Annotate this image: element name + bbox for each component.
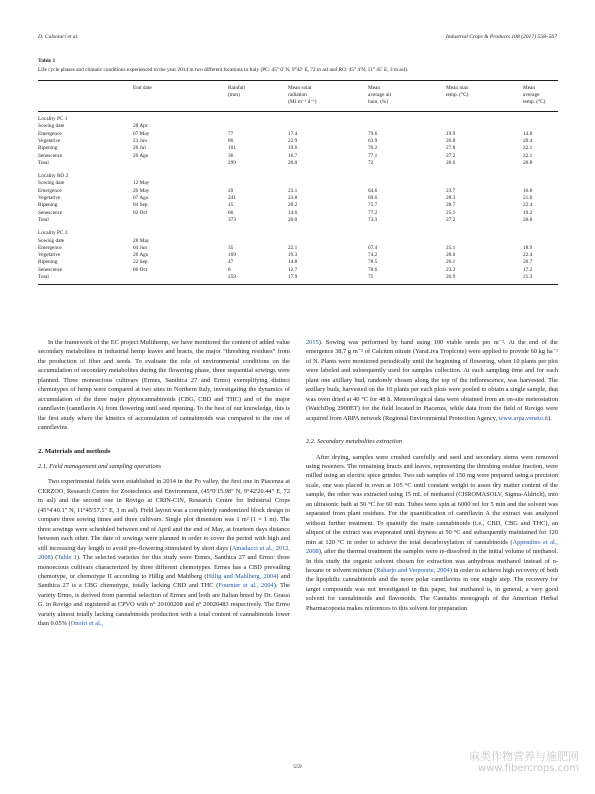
table-cell: 77	[228, 130, 234, 137]
ref-link[interactable]: Appendino et al., 2008	[306, 538, 558, 556]
table-cell: 79.6	[368, 130, 378, 137]
table-cell: 64.6	[368, 187, 378, 194]
table-cell: 69.6	[368, 195, 378, 201]
table-header-cell: End date	[133, 85, 152, 91]
table-row-label: Ripening	[38, 259, 58, 266]
table-row-label: Ripening	[38, 202, 58, 209]
table-cell: 14.8	[523, 130, 533, 137]
table-row-label: Emergence	[38, 130, 62, 137]
table-cell: 8	[228, 266, 231, 273]
table-cell: 16.8	[523, 187, 533, 194]
table-cell: 241	[228, 195, 236, 201]
table-row-label: Emergence	[38, 244, 62, 251]
ref-link[interactable]: 2015	[306, 339, 319, 346]
table-cell: 28.3	[446, 195, 456, 201]
ref-link[interactable]: Raharjo and Verpoorte, 2004	[376, 566, 450, 574]
table-cell: 23.2	[446, 266, 456, 273]
table-row-label: Total	[38, 216, 49, 223]
table-header-cell: (mm)	[228, 92, 240, 98]
table-cell: 74.2	[368, 252, 378, 259]
table-cell: 22.9	[288, 137, 298, 144]
table-cell: 14.8	[288, 259, 298, 266]
table-cell: 22 Sep	[133, 259, 148, 266]
table-cell: 16.7	[288, 152, 298, 159]
table-header-cell: radiation	[288, 92, 307, 98]
field-paragraph: Two experimental fields were established in 2014 in the Po valley, the first one in Piacenza at CERZOO, Research Centre for Zootechnics and Environment, (45°0′15.98″ N, 9°42′20.44″ E, 72 m asl) and the second one in Rovigo at CRIN-CIN, Research Centre for Industrial Crops (45°4′40.1″ N, 11°45′57.1″ E, 3 m asl). Field layout was a completely randomized block design to compare three sowing times and three cultivars. Single plot dimension was 1 m² (1 × 1 m). The three sowings were scheduled between end of April and the end of May, at fourteen days distance between each other. The date of sowings were planned in order to cover the period with high and still increasing day length to avoid pre-flowering stimulated by short days (Amaducci et al., 2012, 2008) (Table 1). The selected varieties for this study were Ermes, Santhica 27 and Ermo: three monoecious cultivars characterized by three different chemotypes. Ermes has a CBD prevailing chemotype, or chemotype II according to Hillig and Mahlberg (Hillig and Mahlberg, 2004) and Santhica 27 is a CBG chemotype, totally lacking CBD and THC (Fournier et al., 2004). The variety Ermo, is derived from parental selection of Ermes and both are Italian breed by Dr. Grassi G. in Rovigo and registered at CPVO with n° 20100208 and n° 20020483 respectively. The Ermo variety almost totally lacking cannabinoids production with a total content of cannabinoids lower than 0.05% (Onofri et al.,	[38, 478, 291, 628]
table-bottom-rule	[38, 284, 558, 285]
table-cell: 26 Ago	[133, 152, 149, 159]
table-row-label: Sowing date	[38, 237, 65, 244]
table-row-label: Total	[38, 159, 49, 166]
table-cell: 23 Jun	[133, 137, 147, 144]
ref-link[interactable]: Onofri et al.,	[70, 620, 104, 628]
table-cell: 25.1	[446, 244, 456, 251]
table-header-cell: Rainfall	[228, 85, 246, 91]
table-cell: 22.1	[523, 145, 533, 152]
table-cell: 20.0	[288, 159, 298, 166]
table-cell: 86	[228, 137, 234, 144]
table-row-label: Senescence	[38, 209, 63, 216]
table-cell: 259	[228, 274, 236, 280]
table-cell: 23.7	[446, 187, 456, 194]
table-header-cell: average air	[368, 92, 392, 98]
table-cell: 22.1	[288, 244, 298, 251]
table-cell: 23.8	[288, 195, 298, 201]
ref-link[interactable]: Fournier et al., 2004	[218, 582, 274, 590]
extraction-paragraph: After drying, samples were crushed carefully and seed and secondary stems were removed using tweezers. The remaining bracts and leaves, representing the threshing residue fraction, were milled using an electric spice grinder. Two sub samples of 150 mg were prepared using a precision scale, one was placed in oven at 105 °C until constant weight to asses dry matter content of the sample, the other was extracted using 15 mL of methanol (CHROMASOLV, Sigma-Aldrich), into an ultrasonic bath at 50 °C for 60 min. Tubes were spin at 6000 ref for 5 min and the solvent was separated from plant residues. For the quantification of cannflavin A the extract was analyzed without further treatment. To quantify the main cannabinoids (i.e., CBD, CBG and THC), an aliquot of the extract was evaporated until dryness at 50 °C and subsequently maintained for 120 min at 120 °C in order to achieve the total decarboxylation of cannabinoids (Appendino et al., 2008), after the thermal treatment the samples were re-dissolved in the initial volume of methanol. In this study the organic solvent chosen for extraction was anhydrous methanol instead of n-hexane or solvent mixture (Raharjo and Verpoorte, 2004) in order to achieve high recovery of both the lipophilic cannabinoids and the more polar cannflavins in one single step. The recovery for target compounds was not investigated in this paper, but methanol is, in general, a very good solvent for cannabinoids and flavonoids. The Cannabis monograph of the American Herbal Pharmacopoeia makes references to this solvent for preparation	[306, 453, 559, 612]
table-row-label: Senescence	[38, 266, 63, 273]
table-row-label: Total	[38, 274, 49, 280]
table-group-title: Locality PC 3	[38, 230, 68, 237]
subsection-heading-extraction: 2.2. Secondary metabolites extraction	[306, 438, 403, 446]
table-row-label: Ripening	[38, 145, 58, 152]
table-cell: 19.2	[523, 209, 533, 216]
table-cell: 26.6	[446, 159, 456, 166]
table-cell: 21.6	[523, 195, 533, 201]
ref-link[interactable]: Hillig and Mahlberg, 2004	[206, 572, 277, 580]
left-column	[38, 338, 290, 629]
table-label: Table 1	[38, 58, 56, 64]
table-row-label: Vegetative	[38, 137, 61, 144]
table-cell: 26.8	[446, 137, 456, 144]
table-header-cell: average	[523, 92, 540, 98]
table-cell: 78.6	[368, 266, 378, 273]
table-cell: 45	[228, 202, 234, 209]
table-cell: 66	[228, 209, 234, 216]
table-cell: 20.7	[523, 259, 533, 266]
table-header-rule	[38, 111, 558, 112]
table-cell: 373	[228, 216, 236, 223]
table-cell: 04 Jun	[133, 244, 147, 251]
table-cell: 101	[228, 145, 236, 152]
table-header-cell: Mean	[368, 85, 381, 91]
table-row-label: Sowing date	[38, 123, 65, 130]
table-cell: 22.4	[523, 202, 533, 209]
table-cell: 07 Ago	[133, 195, 149, 201]
table-cell: 02 Oct	[133, 209, 148, 216]
intro-paragraph: In the framework of the EC project Multihemp, we have monitored the content of added value secondary metabolites in industrial hemp leaves and bracts, the major “threshing residues” from the production of fiber and seeds. To evaluate the role of environmental conditions on the accumulation of secondary metabolites during the flowering phase, three sequential sowings were planned. Three monoecious cultivars (Ermes, Santhica 27 and Ermo) exemplifying distinct chemotypes of hemp were compared at two sites in Northern Italy, investigating the dynamics of accumulation of the three major phytocannabinoids (CBG, CBD and THC) and of the major cannflavin (cannflavin A) from flowering until seed ripening. To the best of our knowledge, this is the first study where the kinetics of accumulation of cannabinoids was compared to the one of cannflavins.	[38, 339, 290, 432]
running-header-journal: Industrial Crops & Products 108 (2017) 558–567	[445, 34, 557, 40]
table-cell: 76.2	[368, 145, 378, 152]
table-cell: 14.6	[288, 209, 298, 216]
sowing-paragraph: 2015). Sowing was performed by hand using 100 viable seeds per m⁻². At the end of the emergence 38,7 g m⁻² of Calcium nitrate (YaraLiva Tropicote) were applied to provide 60 kg ha⁻¹ of N. Plants were monitored periodically until the beginning of flowering, when 10 plants per plot were labeled and subsequently used for samples collection. At each sampling time and for each plant one axillary bud, randomly chosen along the top of the inflorescence, was harvested. The axillary buds, harvested on the 10 plants per each plots were pooled to obtain a single sample, that was oven dried at 40 °C for 48 h. Meteorological data were obtained from an on-site meteostation (WatchDog 2900ET) for the field located in Piacenza, while data from the field of Rovigo were acquired from ARPA network (Regional Environmental Protection Agency, www.arpa.veneto.it).	[306, 339, 558, 422]
table-row-label: Senescence	[38, 152, 63, 159]
table-cell: 19.3	[288, 252, 298, 259]
table-cell: 07 May	[133, 130, 150, 137]
table-header-cell: temp. (°C)	[446, 92, 469, 98]
table-cell: 06 Oct	[133, 266, 148, 273]
table-cell: 20 May	[133, 187, 150, 194]
table-cell: 26 Ago	[133, 252, 149, 259]
table-cell: 20	[228, 187, 234, 194]
table-cell: 75	[368, 274, 374, 280]
subsection-heading-field: 2.1. Field management and sampling operations	[38, 462, 162, 470]
table-cell: 27.8	[446, 145, 456, 152]
table-row-label: Sowing date	[38, 180, 65, 187]
table-cell: 36	[228, 152, 234, 159]
table-cell: 26.9	[446, 274, 456, 280]
table-cell: 12 May	[133, 180, 150, 187]
table-row-label: Vegetative	[38, 195, 61, 201]
table-cell: 63.9	[368, 137, 378, 144]
table-cell: 28.7	[446, 202, 456, 209]
table-group-title: Locality PC 1	[38, 116, 68, 122]
table-header-cell: hum. (%)	[368, 99, 389, 105]
table-row-label: Vegetative	[38, 252, 61, 259]
table-cell: 77.2	[368, 209, 378, 216]
table-header-cell: Mean max	[446, 85, 469, 91]
table-cell: 19.9	[446, 130, 456, 137]
table-cell: 67.4	[368, 244, 378, 251]
table-caption: Life cycle phases and climatic conditions experienced in the year 2014 in two different locations in Italy (PC: 45° 0′ N, 9°42′ E, 72 m asl and RO: 45° 4′N, 11° 45′ E, 3 m asl).	[38, 67, 409, 73]
table-cell: 25.1	[446, 209, 456, 216]
table-cell: 17.2	[523, 266, 533, 273]
table-cell: 19.6	[288, 145, 298, 152]
table-group-title: Locality RO 2	[38, 173, 69, 180]
table-cell: 20.0	[288, 216, 298, 223]
table-cell: 72	[368, 159, 374, 166]
page-number: 559	[293, 764, 302, 770]
table-cell: 77.1	[368, 152, 378, 159]
table-cell: 26 Jul	[133, 145, 146, 152]
table-header-cell: Mean solar	[288, 85, 312, 91]
table-cell: 04 Sep	[133, 202, 148, 209]
section-heading-methods: 2. Materials and methods	[38, 447, 111, 455]
table-cell: 28 May	[133, 237, 150, 244]
table-header-cell: temp. (°C)	[523, 99, 546, 105]
running-header-authors: D. Calzolari et al.	[38, 34, 79, 40]
table-cell: 20.8	[523, 159, 533, 166]
table-header-cell: (MJ m⁻² d⁻¹)	[288, 99, 317, 105]
right-column	[306, 338, 558, 613]
table-cell: 23.1	[288, 187, 298, 194]
table-cell: 17.4	[288, 130, 298, 137]
table-cell: 20.2	[288, 202, 298, 209]
table-row-label: Emergence	[38, 187, 62, 194]
ref-link[interactable]: Amaducci et al., 2012, 2008	[38, 544, 291, 562]
table-cell: 22.1	[523, 152, 533, 159]
watermark-chinese: 麻类作物营养与施肥网	[469, 750, 579, 763]
table-top-rule	[38, 80, 558, 81]
url-link[interactable]: www.arpa.veneto.it	[498, 414, 549, 422]
table-cell: 12.7	[288, 266, 298, 273]
table-cell: 22.4	[523, 252, 533, 259]
table-cell: 20.8	[523, 216, 533, 223]
table-cell: 28.0	[446, 252, 456, 259]
table-cell: 27.2	[446, 152, 456, 159]
table-cell: 35	[228, 244, 234, 251]
table-cell: 26.1	[446, 259, 456, 266]
watermark-url: www.fibercrops.com	[477, 763, 579, 774]
table-cell: 75.7	[368, 202, 378, 209]
table-cell: 18.9	[523, 244, 533, 251]
table-cell: 73.3	[368, 216, 378, 223]
table-cell: 78.5	[368, 259, 378, 266]
table-cell: 299	[228, 159, 236, 166]
table-cell: 28 Apr	[133, 123, 148, 130]
table-cell: 20.4	[523, 137, 533, 144]
table-header-cell: Mean	[523, 85, 536, 91]
table-cell: 47	[228, 259, 234, 266]
table-cell: 169	[228, 252, 236, 259]
table-cell: 27.2	[446, 216, 456, 223]
table-cell: 17.9	[288, 274, 298, 280]
table-cell: 21.3	[523, 274, 533, 280]
ref-link[interactable]: Table 1	[57, 554, 77, 562]
